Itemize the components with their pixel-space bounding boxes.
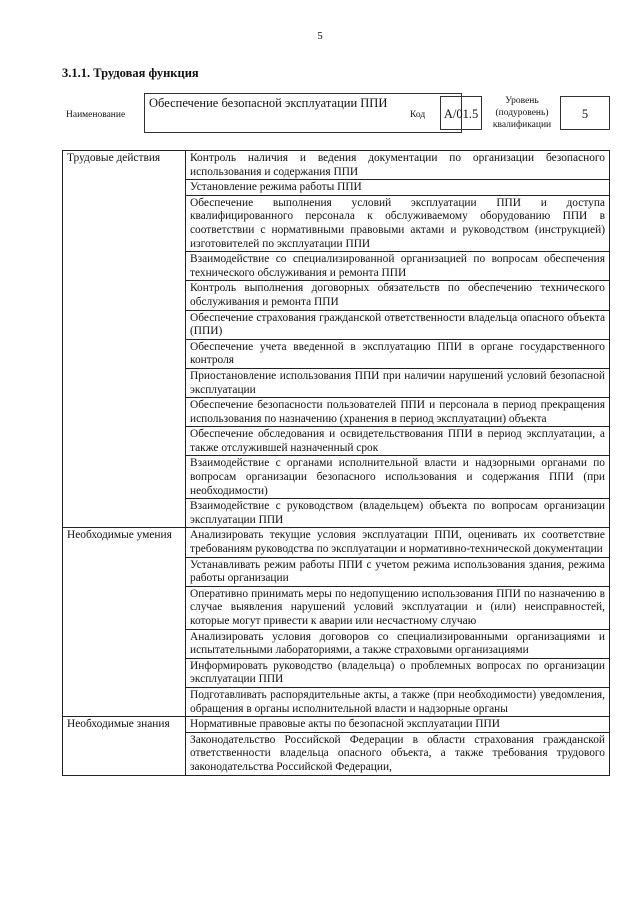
section-item: Обеспечение обследования и освидетельствования ППИ в период эксплуатации, а также отслужившей назначенный срок xyxy=(186,427,610,456)
section-item: Анализировать условия договоров со специализированными организациями и испытательными лабораториями, а также страховыми организациями xyxy=(186,629,610,658)
table-row xyxy=(63,717,610,733)
code-field: А/01.5 xyxy=(440,96,482,130)
page-number: 5 xyxy=(317,30,323,42)
section-item: Нормативные правовые акты по безопасной эксплуатации ППИ xyxy=(186,717,610,733)
section-item: Установление режима работы ППИ xyxy=(186,180,610,196)
section-item: Информировать руководство (владельца) о проблемных вопросах по организации эксплуатации ППИ xyxy=(186,658,610,687)
function-header xyxy=(62,93,610,137)
section-item: Обеспечение учета введенной в эксплуатацию ППИ в органе государственного контроля xyxy=(186,339,610,368)
section-item: Обеспечение выполнения условий эксплуатации ППИ и доступа квалифицированного персонала к обслуживаемому оборудованию ППИ в соответствии с нормативными правовыми актами и руководством (инструкцией) изготовителей по эксплуатации ППИ xyxy=(186,195,610,251)
section-category: Трудовые действия xyxy=(63,151,186,528)
section-item: Устанавливать режим работы ППИ с учетом режима использования здания, режима работы организации xyxy=(186,557,610,586)
function-table xyxy=(62,150,610,776)
section-category: Необходимые умения xyxy=(63,528,186,717)
section-item: Контроль наличия и ведения документации по организации безопасного использования и содержания ППИ xyxy=(186,151,610,180)
section-item: Анализировать текущие условия эксплуатации ППИ, оценивать их соответствие требованиям руководства по эксплуатации и нормативно-технической документации xyxy=(186,528,610,557)
section-item: Контроль выполнения договорных обязательств по обеспечению технического обслуживания и ремонта ППИ xyxy=(186,281,610,310)
section-item: Приостановление использования ППИ при наличии нарушений условий безопасной эксплуатации xyxy=(186,368,610,397)
section-title: 3.1.1. Трудовая функция xyxy=(62,66,199,80)
section-item: Оперативно принимать меры по недопущению использования ППИ по назначению в случае выявления нарушений условий эксплуатации и (или) неисправностей, которые могут привести к аварии или несчастному случаю xyxy=(186,586,610,629)
section-item: Взаимодействие с руководством (владельцем) объекта по вопросам организации эксплуатации ППИ xyxy=(186,499,610,528)
section-category: Необходимые знания xyxy=(63,717,186,775)
name-field: Обеспечение безопасной эксплуатации ППИ xyxy=(144,93,462,133)
table-row xyxy=(63,528,610,557)
section-item: Взаимодействие с органами исполнительной власти и надзорными органами по вопросам организации безопасного использования и содержания ППИ (при необходимости) xyxy=(186,456,610,499)
code-label: Код xyxy=(410,110,426,120)
name-label: Наименование xyxy=(66,110,126,120)
section-item: Обеспечение безопасности пользователей ППИ и персонала в период прекращения использования по назначению (хранения в период эксплуатации) объекта xyxy=(186,398,610,427)
section-item: Подготавливать распорядительные акты, а также (при необходимости) уведомления, обращения в органы исполнительной власти и надзорные органы xyxy=(186,687,610,716)
table-row xyxy=(63,151,610,180)
level-label: Уровень (подуровень) квалификации xyxy=(492,96,552,130)
level-field: 5 xyxy=(560,96,610,130)
section-item: Обеспечение страхования гражданской ответственности владельца опасного объекта (ППИ) xyxy=(186,310,610,339)
section-item: Взаимодействие со специализированной организацией по вопросам обеспечения технического обслуживания и ремонта ППИ xyxy=(186,252,610,281)
section-item: Законодательство Российской Федерации в области страхования гражданской ответственности владельца опасного объекта, а также требования трудового законодательства Российской Федерации, xyxy=(186,732,610,775)
